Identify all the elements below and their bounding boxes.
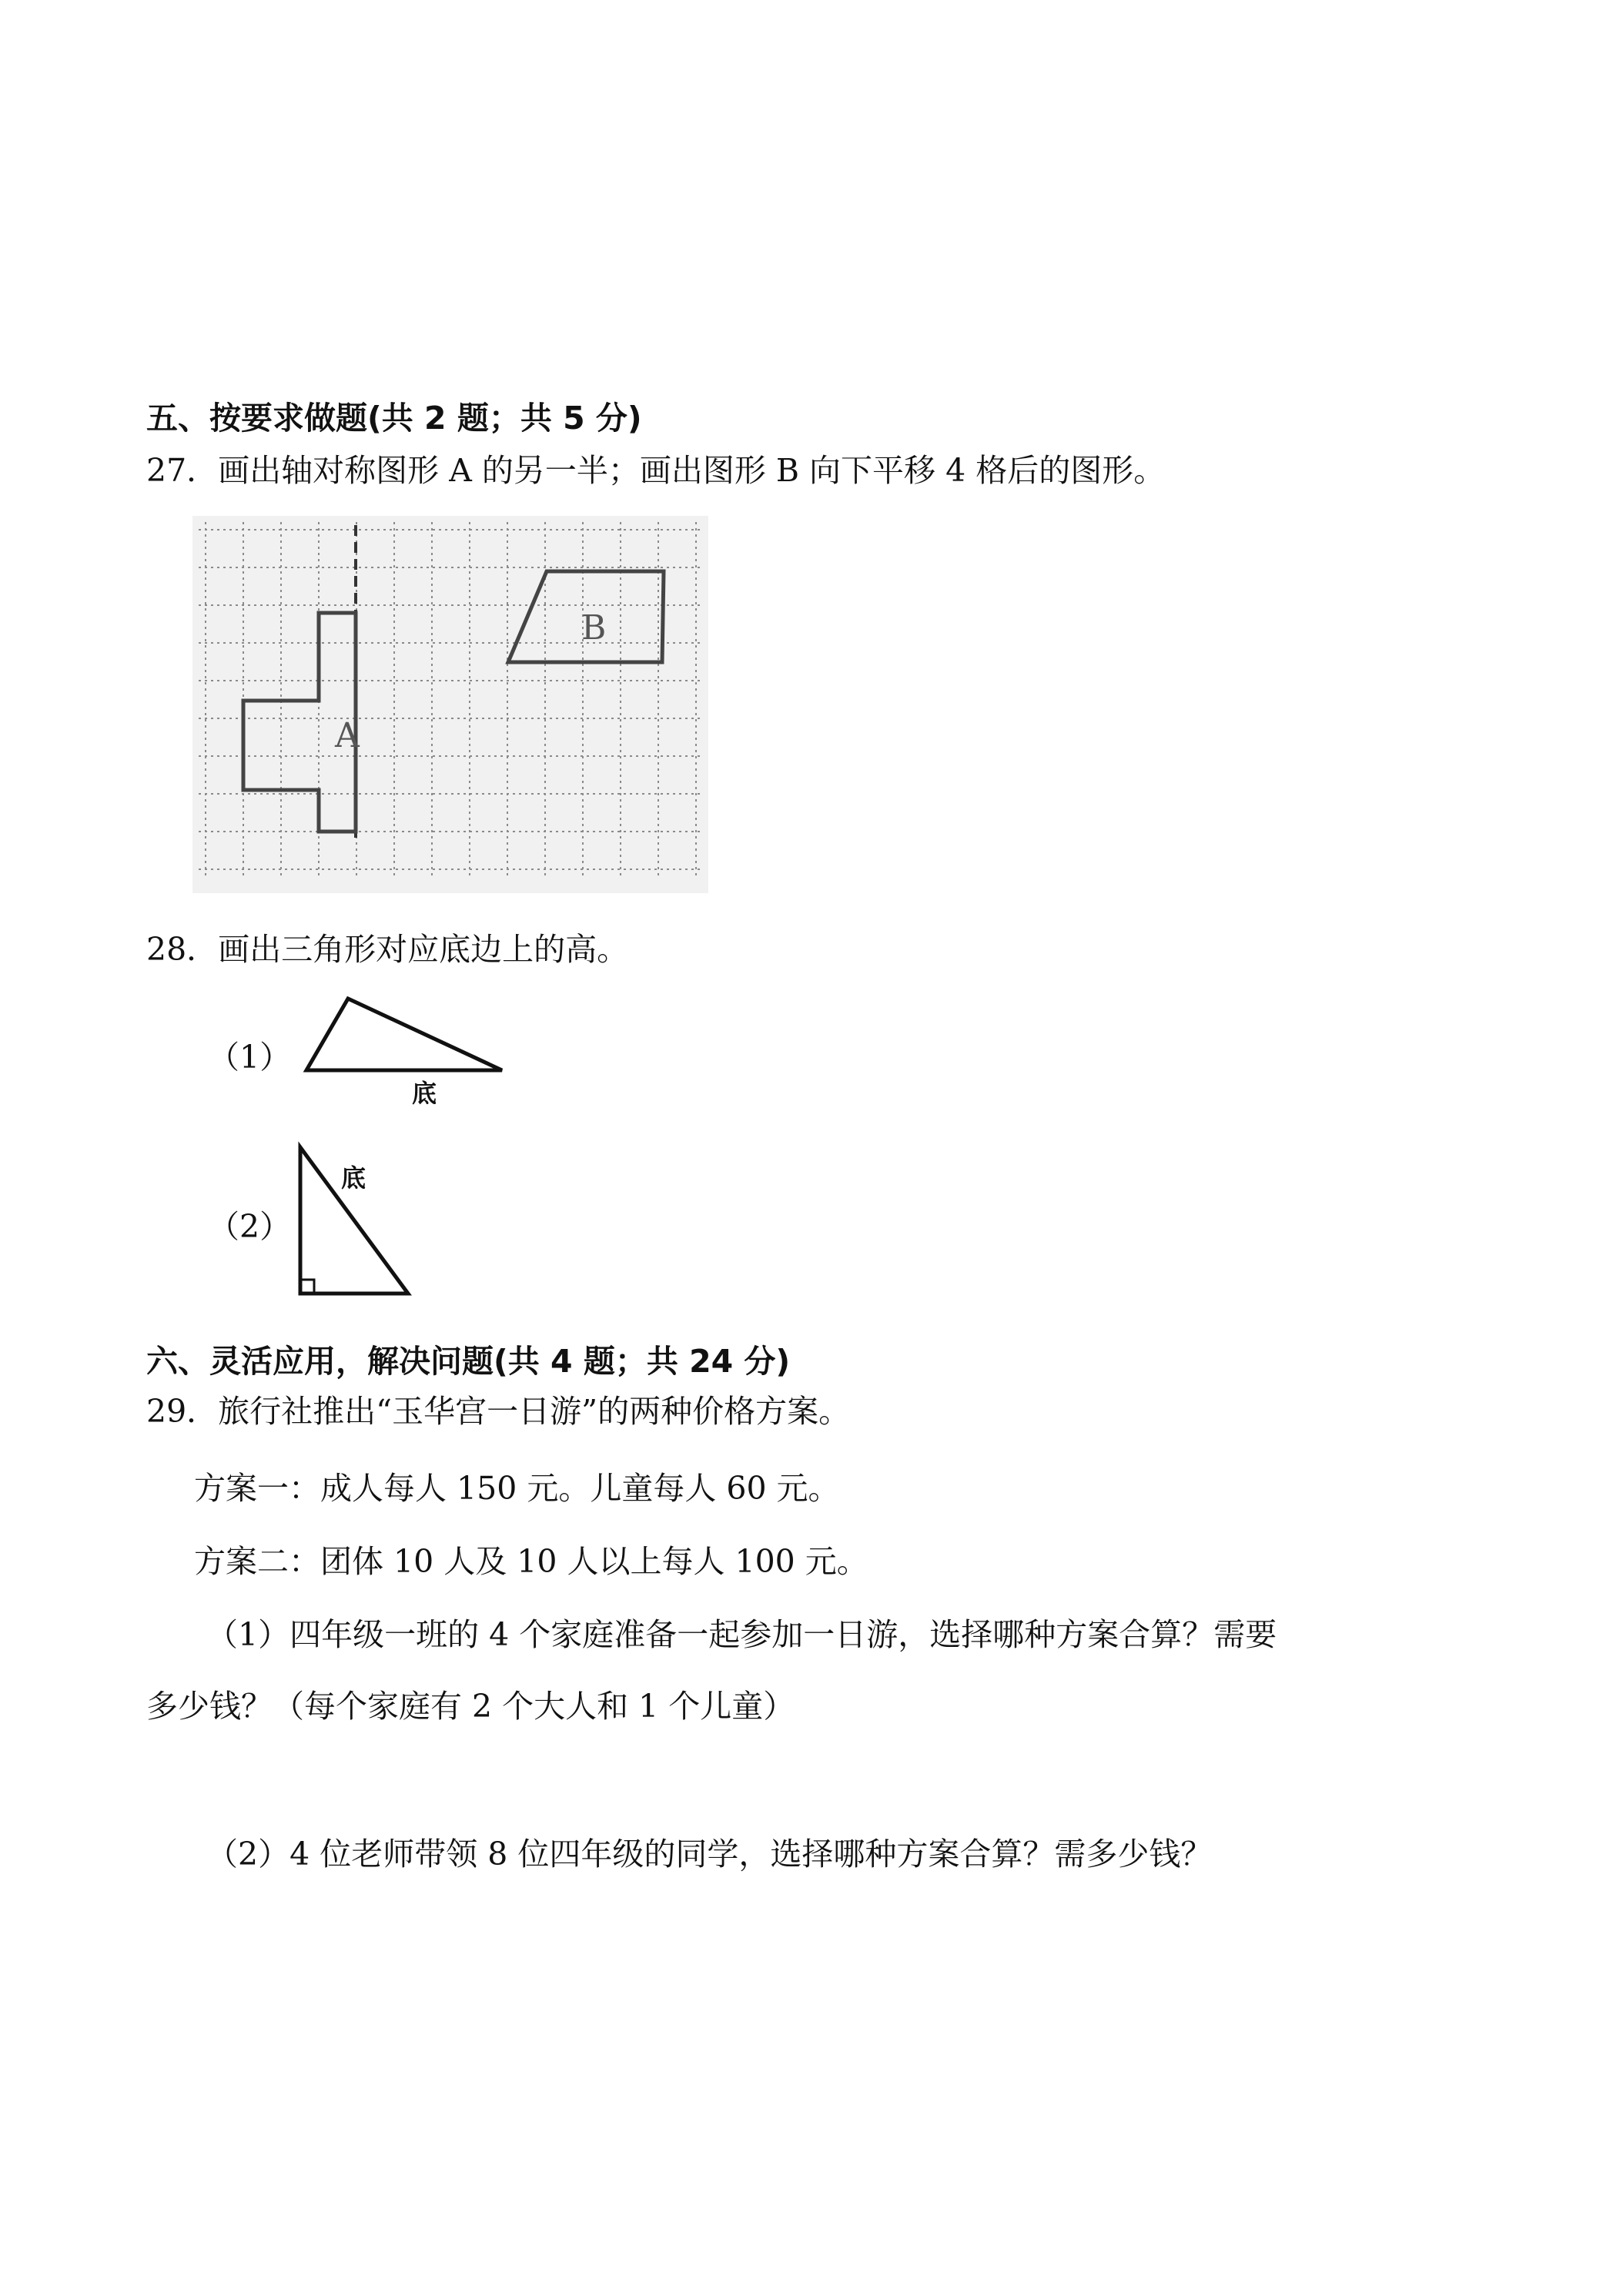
part-2-label: （2） xyxy=(208,1208,292,1245)
section-6-title: 六、灵活应用，解决问题(共 4 题；共 24 分) xyxy=(146,1343,791,1380)
part-1-label: （1） xyxy=(208,1039,292,1076)
sub-question-2: （2）4 位老师带领 8 位四年级的同学，选择哪种方案合算？需多少钱？ xyxy=(206,1836,1213,1873)
plan-2: 方案二：团体 10 人及 10 人以上每人 100 元。 xyxy=(194,1543,868,1580)
grid-figure xyxy=(192,516,708,893)
triangle-1 xyxy=(300,989,508,1113)
question-28 xyxy=(146,924,628,969)
shape-a-label: A xyxy=(335,716,360,755)
shape-b-label: B xyxy=(581,608,607,648)
question-29-text: 旅行社推出“玉华宫一日游”的两种价格方案。 xyxy=(218,1393,851,1430)
question-27 xyxy=(146,445,1165,490)
plan-1: 方案一：成人每人 150 元。儿童每人 60 元。 xyxy=(194,1470,840,1507)
sub-question-1-line-2: 多少钱？（每个家庭有 2 个大人和 1 个儿童） xyxy=(146,1688,795,1725)
right-angle-mark xyxy=(300,1280,314,1294)
question-27-number: 27． xyxy=(146,452,219,489)
sub-question-1-line-1: （1）四年级一班的 4 个家庭准备一起参加一日游，选择哪种方案合算？需要 xyxy=(206,1616,1277,1653)
section-5-title: 五、按要求做题(共 2 题；共 5 分) xyxy=(146,400,642,437)
question-29-number: 29． xyxy=(146,1393,219,1430)
question-27-text: 画出轴对称图形 A 的另一半；画出图形 B 向下平移 4 格后的图形。 xyxy=(218,452,1166,489)
question-28-number: 28． xyxy=(146,931,219,968)
question-28-text: 画出三角形对应底边上的高。 xyxy=(218,931,629,968)
triangle-1-base-label: 底 xyxy=(412,1079,437,1108)
question-29 xyxy=(146,1386,850,1431)
triangle-2-base-label: 底 xyxy=(341,1163,366,1193)
